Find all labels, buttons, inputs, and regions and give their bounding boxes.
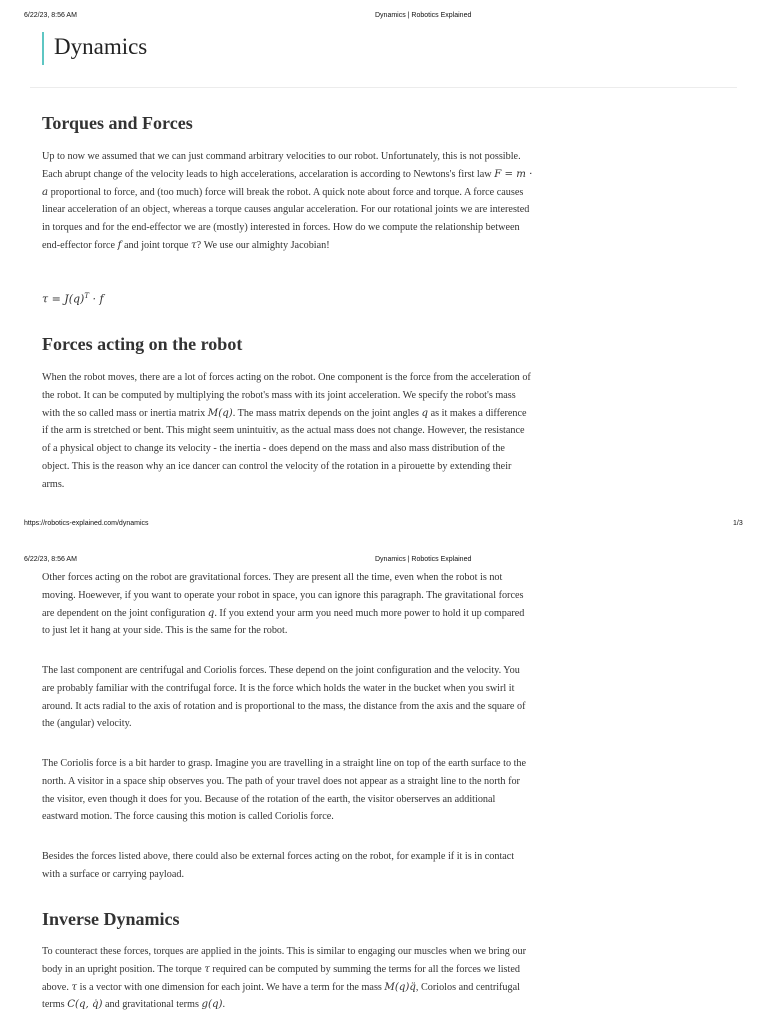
print-header-title: Dynamics | Robotics Explained	[375, 12, 472, 19]
math-gravity-term: g(q)	[201, 999, 223, 1011]
print-header-title: Dynamics | Robotics Explained	[375, 556, 472, 563]
paragraph-external-forces: Besides the forces listed above, there could also be external forces acting on the robot, for example if it is in contact with a surface or carrying payload.	[42, 851, 515, 880]
paragraph-gravity: Other forces acting on the robot are gravitational forces. They are present all the time, even when the robot is not moving. Hoewever, if you want to operate your robot in space, you can ignore this paragraph. The gravitational forces are dependent on the joint configuration q. If you extend your arm you need much more power to hold it up compared to just let it hang at your side. This is the same for the robot.	[42, 572, 525, 637]
print-header-datetime: 6/22/23, 8:56 AM	[24, 556, 77, 563]
page-title: Dynamics	[54, 34, 148, 59]
divider	[30, 87, 737, 88]
math-tau: τ	[204, 963, 210, 975]
paragraph-torques: Up to now we assumed that we can just command arbitrary velocities to our robot. Unfortunately, this is not possible. Each abrupt change of the velocity leads to high accelerations, accelaration is according to Newtons's first law F = m · a proportional to force, and (too much) force will break the robot. A quick note about force and torque. A force causes linear acceleration of an object, whereas a torque causes angular acceleration. For our rotational joints we are interested in torques and for the end-effector we are (mostly) interested in forces. How do we compute the relationship between end-effector force f and joint torque τ? We use our almighty Jacobian!	[42, 151, 533, 251]
math-mass-matrix: M(q)	[207, 407, 233, 419]
math-f: f	[117, 239, 122, 251]
equation-jacobian-transpose: $\tau = J(q)^T \cdot f$	[42, 292, 104, 306]
math-mass-term: M(q)q̈	[384, 981, 416, 993]
math-q: q	[421, 407, 429, 419]
paragraph-centrifugal: The last component are centrifugal and Coriolis forces. These depend on the joint configuration and the velocity. You are probably familiar with the contrifugal force. It is the force which holds the water in the bucket when you swirl it around. It acts radial to the axis of rotation and is proportional to the mass, the distance from the axis and the square of the (angular) velocity.	[42, 665, 526, 730]
paragraph-forces: When the robot moves, there are a lot of forces acting on the robot. One component is the force from the acceleration of the robot. It can be computed by multiplying the robot's mass with its joint acceleration. We specify the robot's mass with the so called mass or inertia matrix M(q). The mass matrix depends on the joint angles q as it makes a difference if the arm is stretched or bent. This might seem unintuitiv, as the actual mass does not change. However, the resistance of a physical object to change its velocity - the inertia - does depend on the mass and also mass distribution of the object. This is the reason why an ice dancer can control the velocity of the rotation in a pirouette by extending their arms.	[42, 372, 531, 490]
math-coriolis-term: C(q, q̇)	[67, 999, 103, 1011]
title-accent-bar	[42, 32, 44, 65]
section-heading-inverse-dynamics: Inverse Dynamics	[42, 909, 180, 929]
paragraph-coriolis: The Coriolis force is a bit harder to grasp. Imagine you are travelling in a straight line on top of the earth surface to the north. A visitor in a space ship observes you. The path of your travel does not appear as a straight line to the north for the visitor, even though it does for you. Because of the rotation of the earth, the visitor oberserves an additional eastward motion. The force causing this motion is called Coriolis force.	[42, 758, 527, 823]
print-footer-url: https://robotics-explained.com/dynamics	[24, 520, 149, 527]
print-header-datetime: 6/22/23, 8:56 AM	[24, 12, 77, 19]
section-heading-torques: Torques and Forces	[42, 113, 193, 133]
paragraph-inverse-dynamics: To counteract these forces, torques are applied in the joints. This is similar to engaging our muscles when we bring our body in an upright position. The torque τ required can be computed by summing the terms for all the forces we listed above. τ is a vector with one dimension for each joint. We have a term for the mass M(q)q̈, Coriolos and centrifugal terms C(q, q̇) and gravitational terms g(q).	[42, 946, 527, 1011]
math-q: q	[207, 607, 215, 619]
math-tau: τ	[191, 239, 197, 251]
section-heading-forces: Forces acting on the robot	[42, 334, 243, 354]
print-footer-page: 1/3	[733, 520, 743, 527]
math-tau: τ	[71, 981, 78, 993]
math-newton: F = m · a	[42, 168, 533, 198]
